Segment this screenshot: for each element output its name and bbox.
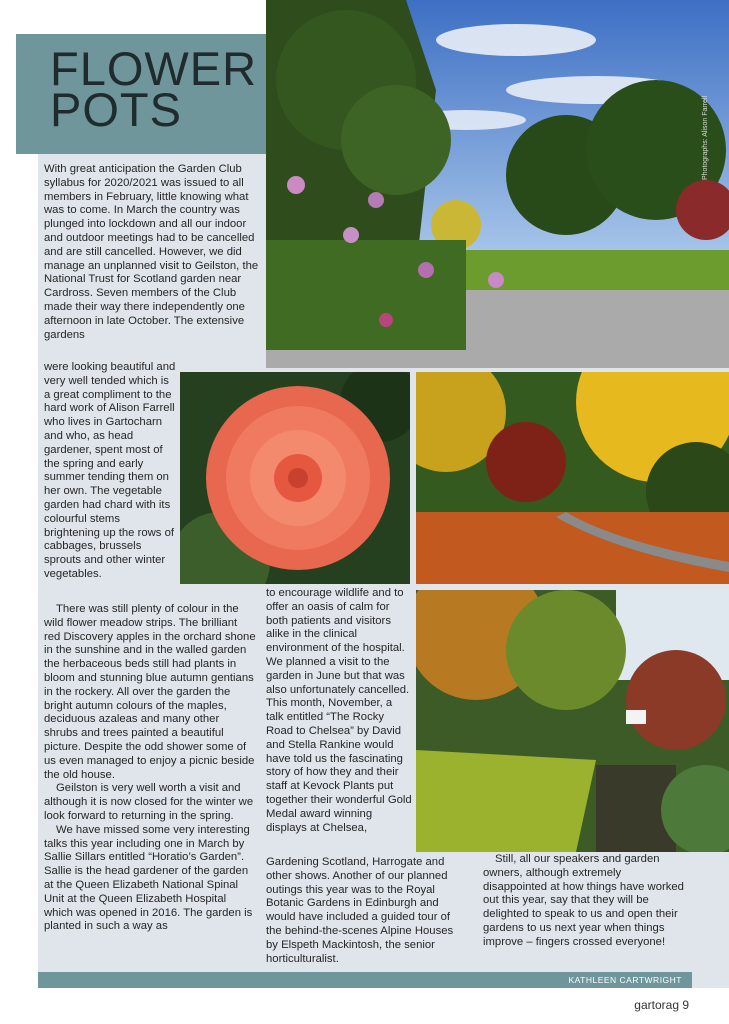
page-title: FLOWER POTS <box>50 42 258 136</box>
paragraph-2: There was still plenty of colour in the wild flower meadow strips. The brilliant red Discovery apples in the orchard shone in the sunshine and in the walled garden the herbaceous beds still had plants in bloom and stunning blue autumn gentians in the rockery. All over the garden the bright autumn colours of the maples, deciduous azaleas and many other shrubs and trees painted a beautiful picture. Despite the odd shower some of us even managed to enjoy a picnic beside the old house. <box>44 603 256 781</box>
paragraph-4: We have missed some very interesting talks this year including one in March by Sallie Sillars entitled “Horatio’s Garden”. Sallie is the head gardener of the garden at the Queen Elizabeth National Spinal Unit at the Queen Elizabeth Hospital which was opened in 2016. The garden is planted in such a way as <box>44 823 253 933</box>
paragraph-5b: Gardening Scotland, Harrogate and other shows. Another of our planned outings this year was to the Royal Botanic Gardens in Edinburgh and would have included a guided tour of the behind-the-scenes Alpine Houses by Elspeth Mackintosh, the senior horticulturalist. <box>266 856 454 965</box>
paragraph-3: Geilston is very well worth a visit and although it is now closed for the winter we look forward to returning in the spring. <box>44 782 254 822</box>
photo-autumn-trees <box>416 372 729 584</box>
page-number: gartorag 9 <box>634 998 689 1012</box>
paragraph-6: Still, all our speakers and garden owners, although extremely disappointed at how things have worked out this year, say that they will be delighted to speak to us and open their gardens to us next year when things improve – fingers crossed everyone! <box>483 853 684 948</box>
article-column-1-lower <box>44 603 256 934</box>
paragraph-5a: to encourage wildlife and to offer an oasis of calm for both patients and visitors alike in the clinical environment of the hospital. We planned a visit to the garden in June but that was also unfortunately cancelled. This month, November, a talk entitled “The Rocky Road to Chelsea” by David and Stella Rankine would have told us the fascinating story of how they and their staff at Kevock Plants put together their wonderful Gold Medal award winning displays at Chelsea, <box>266 587 412 834</box>
paragraph-1: With great anticipation the Garden Club syllabus for 2020/2021 was issued to all members in February, little knowing what was to come. In March the country was plunged into lockdown and all our indoor and outdoor meetings had to be cancelled and are still cancelled. However, we did manage an unplanned visit to Geilston, the National Trust for Scotland garden near Cardross. Seven members of the Club made their way there independently one afternoon in late October. The extensive gardens <box>44 163 259 341</box>
article-column-1-narrow <box>44 361 178 582</box>
photo-dahlia <box>180 372 410 584</box>
article-column-1-top <box>44 163 260 342</box>
paragraph-1b: were looking beautiful and very well tended which is a great compliment to the hard work of Alison Farrell who lives in Gartocharn and who, as head gardener, spent most of the spring and early summer tending them on her own. The vegetable garden had chard with its colourful stems brightening up the rows of cabbages, brussels sprouts and other winter vegetables. <box>44 361 176 580</box>
photo-pond <box>416 590 729 852</box>
photo-credit: Photographs: Alison Farrell <box>702 95 709 180</box>
photo-garden-lawn <box>266 0 729 368</box>
title-box <box>16 34 266 154</box>
article-column-2-wide <box>266 856 466 966</box>
article-column-2-narrow <box>266 587 412 835</box>
author-byline: KATHLEEN CARTWRIGHT <box>38 972 692 988</box>
article-column-3 <box>483 853 687 950</box>
